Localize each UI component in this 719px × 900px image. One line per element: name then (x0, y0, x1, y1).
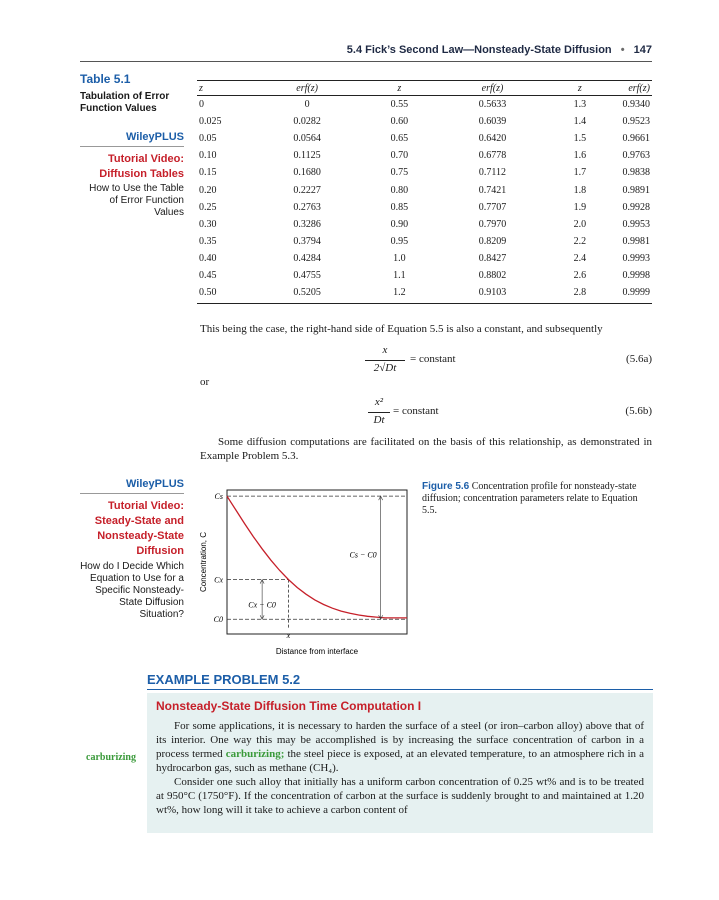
eq-a-fraction-bar (365, 360, 405, 361)
eq-b-number: (5.6b) (625, 405, 652, 417)
table-row (197, 164, 652, 181)
table-cell: 2.2 (573, 235, 587, 247)
page-number: 147 (633, 44, 652, 56)
table-cell: 0.6420 (478, 133, 507, 145)
example-heading-rule (147, 689, 653, 690)
table-row (197, 267, 652, 284)
table-cell: 0.25 (199, 201, 217, 213)
table-cell: 0.0282 (293, 116, 321, 128)
table-cell: 0.75 (390, 167, 409, 179)
table-cell: 1.8 (573, 184, 587, 196)
table-cell: 1.9 (573, 201, 587, 213)
table-cell: 0.8209 (478, 235, 507, 247)
cs-minus-c0-label: Cs − C0 (349, 550, 377, 560)
col-header: z (353, 82, 446, 96)
col-header: z (197, 82, 261, 96)
margin-glossary-term: carburizing (86, 752, 136, 763)
table-row (197, 216, 652, 233)
example-paragraph-1 (156, 719, 644, 775)
eq-b-fraction-bar (368, 412, 390, 413)
table-cell: 0.95 (390, 235, 409, 247)
erf-table (197, 82, 652, 301)
table-cell: 0.2763 (293, 201, 321, 213)
table-cell: 1.1 (393, 269, 406, 281)
header-separator: • (620, 44, 625, 56)
table-title: Tabulation of Error Function Values (80, 91, 170, 114)
or-text: or (200, 376, 210, 388)
eq-b-rhs: = constant (393, 405, 439, 417)
wileyplus-sidebar-1 (80, 131, 184, 219)
wileyplus-brand: WileyPLUS (126, 131, 184, 143)
table-row (197, 96, 652, 114)
x-axis-label: Distance from interface (275, 647, 359, 656)
table-cell: 0.9763 (622, 150, 650, 162)
y-axis-label: Concentration, C (199, 531, 208, 593)
table-cell: 0.1680 (293, 167, 321, 179)
table-cell: 1.6 (573, 150, 587, 162)
table-cell: 0.9891 (622, 184, 650, 196)
table-cell: 0.7970 (478, 218, 507, 230)
col-header: erf(z) (261, 82, 352, 96)
table-cell: 0.9998 (622, 269, 650, 281)
cx-minus-c0-label: Cx − C0 (248, 600, 276, 610)
table-cell: 0.05 (199, 133, 217, 145)
table-cell: 0.8427 (478, 252, 507, 264)
table-cell: 1.0 (393, 252, 406, 264)
eq-a-denominator: 2√Dt (373, 362, 397, 374)
plot-frame (227, 490, 407, 634)
table-cell: 0.7421 (478, 184, 507, 196)
example-title: Nonsteady-State Diffusion Time Computation I (156, 699, 422, 713)
table-cell: 0.9340 (622, 99, 650, 111)
eq-a-number: (5.6a) (626, 353, 652, 365)
figure-caption-text: Concentration profile for nonsteady-state diffusion; concentration parameters relate to Equation 5.5. (422, 481, 638, 516)
c0-label: C0 (213, 615, 223, 625)
col-header: z (539, 82, 620, 96)
header-rule (80, 61, 652, 62)
example-paragraph-2: Consider one such alloy that initially has a uniform carbon concentration of 0.25 wt% and is to be treated at 950°C (1750°F). If the concentration of carbon at the surface is suddenly brought to and maintained at 1.20 wt%, how long will it take to achieve a carbon content of (156, 776, 644, 816)
table-cell: 0.20 (199, 184, 217, 196)
table-cell: 2.6 (573, 269, 587, 281)
table-cell: 0.9999 (622, 287, 650, 299)
table-cell: 0.90 (390, 218, 409, 230)
table-cell: 0.025 (199, 116, 222, 128)
figure-label: Figure 5.6 (422, 481, 470, 492)
paragraph-2: Some diffusion computations are facilitated on the basis of this relationship, as demonstrated in Example Problem 5.3. (200, 436, 652, 462)
table-cell: 0.80 (390, 184, 409, 196)
table-header-row (197, 82, 652, 96)
section-title: 5.4 Fick’s Second Law—Nonsteady-State Diffusion (346, 44, 612, 56)
table-cell: 0.9103 (478, 287, 507, 299)
table-cell: 0.45 (199, 269, 217, 281)
sidebar-divider (80, 146, 184, 147)
table-cell: 0.30 (199, 218, 217, 230)
table-cell: 0.65 (390, 133, 409, 145)
table-label: Table 5.1 (80, 72, 131, 86)
table-cell: 0.40 (199, 252, 217, 264)
table-cell: 0.15 (199, 167, 217, 179)
tutorial-video-link[interactable]: Tutorial Video: Diffusion Tables (99, 153, 184, 180)
col-header: erf(z) (446, 82, 539, 96)
concentration-profile-figure (190, 480, 420, 660)
table-cell: 0.55 (390, 99, 409, 111)
table-cell: 2.4 (573, 252, 587, 264)
tutorial-video-description: How to Use the Table of Error Function Values (89, 183, 184, 218)
table-cell: 0.9523 (622, 116, 650, 128)
table-cell: 0.5633 (478, 99, 507, 111)
table-cell: 0.70 (390, 150, 409, 162)
table-cell: 0.9838 (622, 167, 650, 179)
table-cell: 1.2 (393, 287, 406, 299)
table-cell: 1.7 (573, 167, 587, 179)
sidebar-divider (80, 493, 184, 494)
table-row (197, 130, 652, 147)
table-row (197, 250, 652, 267)
table-cell: 0.8802 (478, 269, 507, 281)
table-row (197, 113, 652, 130)
table-row (197, 284, 652, 301)
table-cell: 2.8 (573, 287, 587, 299)
table-cell: 0.0564 (293, 133, 321, 145)
eq-a-rhs: = constant (410, 353, 456, 365)
table-cell: 0.7707 (478, 201, 507, 213)
paragraph-1: This being the case, the right-hand side of Equation 5.5 is also a constant, and subsequently (200, 323, 603, 335)
col-header: erf(z) (621, 82, 653, 96)
tutorial-video-description: How do I Decide Which Equation to Use for a Specific Nonsteady-State Diffusion Situation? (80, 561, 184, 620)
table-cell: 0.5205 (293, 287, 321, 299)
table-row (197, 233, 652, 250)
example-para1-end: the steel piece is exposed, at an elevated temperature, to an atmosphere rich in a hydrocarbon gas, such as methane (CH₄). (156, 748, 644, 774)
table-cell: 0 (304, 99, 310, 111)
table-cell: 0.4284 (293, 252, 321, 264)
term-carburizing: carburizing; (225, 748, 285, 760)
table-row (197, 199, 652, 216)
wileyplus-brand: WileyPLUS (126, 478, 184, 490)
table-cell: 0.9928 (622, 201, 650, 213)
cs-label: Cs (214, 492, 223, 502)
x-marker-label: x (286, 631, 291, 641)
table-cell: 0.6039 (478, 116, 507, 128)
cx-label: Cx (214, 575, 223, 585)
eq-a-numerator: x (382, 344, 388, 356)
table-cell: 0 (199, 99, 204, 111)
table-row (197, 181, 652, 198)
table-cell: 0.9981 (622, 235, 650, 247)
table-caption (80, 72, 190, 115)
table-cell: 0.2227 (293, 184, 321, 196)
table-cell: 0.9661 (622, 133, 650, 145)
example-para1-start: For some applications, it is necessary to harden the surface of a steel (or iron–carbon alloy) above that of its interior. One way this may be accomplished is by increasing the surface concentration of carbon in a process termed (156, 720, 644, 760)
running-header (200, 44, 652, 56)
table-cell: 0.35 (199, 235, 217, 247)
table-cell: 2.0 (573, 218, 587, 230)
table-cell: 0.9953 (622, 218, 650, 230)
table-bottom-rule (197, 303, 652, 304)
table-cell: 0.7112 (478, 167, 507, 179)
figure-caption (422, 481, 652, 517)
table-cell: 0.3794 (293, 235, 321, 247)
wileyplus-sidebar-2 (80, 478, 184, 621)
table-cell: 0.3286 (293, 218, 321, 230)
tutorial-video-link[interactable]: Tutorial Video: Steady-State and Nonsteady-State Diffusion (94, 500, 184, 557)
table-cell: 1.5 (573, 133, 587, 145)
table-cell: 0.10 (199, 150, 217, 162)
table-cell: 0.4755 (293, 269, 321, 281)
eq-b-denominator: Dt (373, 414, 385, 426)
table-cell: 0.60 (390, 116, 409, 128)
table-cell: 1.4 (573, 116, 587, 128)
example-heading: EXAMPLE PROBLEM 5.2 (147, 672, 301, 687)
eq-b-numerator: x² (374, 396, 384, 408)
table-row (197, 147, 652, 164)
table-cell: 0.85 (390, 201, 409, 213)
table-top-rule (197, 80, 652, 81)
table-cell: 0.1125 (293, 150, 321, 162)
table-cell: 0.6778 (478, 150, 507, 162)
table-cell: 0.9993 (622, 252, 650, 264)
table-cell: 1.3 (573, 99, 587, 111)
table-cell: 0.50 (199, 287, 217, 299)
